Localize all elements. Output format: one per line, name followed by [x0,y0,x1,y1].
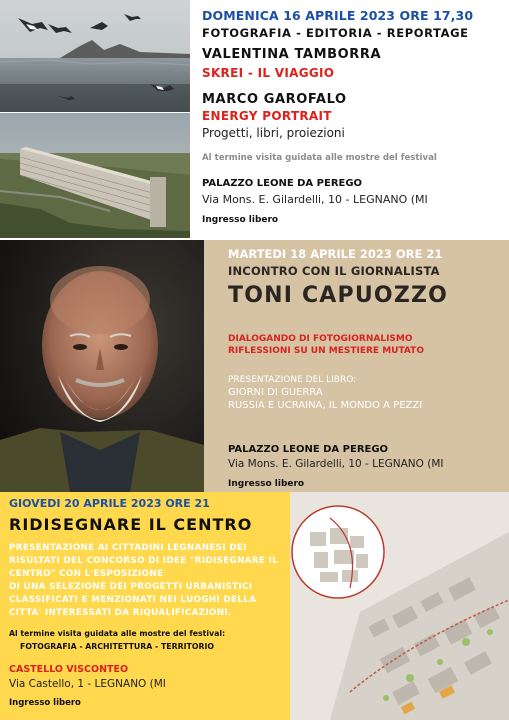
speaker2-name: MARCO GAROFALO [202,92,347,107]
event2-intro: INCONTRO CON IL GIORNALISTA [228,264,440,278]
toni-capuozzo-portrait [0,240,204,492]
event2-book-title-line2: RUSSIA E UCRAINA, IL MONDO A PEZZI [228,400,423,411]
event3-description-line: RISULTATI DEL CONCORSO DI IDEE "RIDISEGNARE IL [9,556,279,566]
event2-book-title-line1: GIORNI DI GUERRA [228,387,323,398]
seagulls-sea-photo [0,0,190,112]
event1-date: DOMENICA 16 APRILE 2023 ORE 17,30 [202,8,474,23]
speaker1-name: VALENTINA TAMBORRA [202,47,382,62]
event3-admission: Ingresso libero [9,698,81,708]
event3-description-line: DI UNA SELEZIONE DEI PROGETTI URBANISTICI [9,582,253,592]
event2-date: MARTEDI 18 APRILE 2023 ORE 21 [228,247,443,261]
event3-description-line: PRESENTAZIONE AI CITTADINI LEGNANESI DEI [9,543,247,553]
event1-venue: PALAZZO LEONE DA PEREGO [202,178,363,189]
event2-guest-name: TONI CAPUOZZO [228,283,449,308]
event3-description-line: CLASSIFICATI E MENZIONATI NEI LUOGHI DELLA [9,595,257,605]
event2-venue: PALAZZO LEONE DA PEREGO [228,444,389,455]
event3-categories: FOTOGRAFIA - ARCHITETTURA - TERRITORIO [20,642,214,651]
urban-plan-map [290,492,509,720]
event3-description-line: CENTRO" CON L'ESPOSIZIONE [9,569,164,579]
event1-categories: FOTOGRAFIA - EDITORIA - REPORTAGE [202,26,469,40]
event1-address: Via Mons. E. Gilardelli, 10 - LEGNANO (MI [202,193,428,206]
event3-date: GIOVEDI 20 APRILE 2023 ORE 21 [9,497,210,510]
event2-dialogue-line2: RIFLESSIONI SU UN MESTIERE MUTATO [228,346,424,356]
event3-guided-visit: Al termine visita guidata alle mostre del festival: [9,629,226,638]
event2-book-intro: PRESENTAZIONE DEL LIBRO: [228,375,357,385]
event1-description: Progetti, libri, proiezioni [202,126,345,140]
event2-admission: Ingresso libero [228,479,305,489]
event1-guided-visit: Al termine visita guidata alle mostre del festival [202,153,437,163]
event2-address: Via Mons. E. Gilardelli, 10 - LEGNANO (MI [228,458,444,470]
event3-title: RIDISEGNARE IL CENTRO [9,515,253,534]
housing-block-photo [0,113,190,238]
event3-address: Via Castello, 1 - LEGNANO (MI [9,678,166,690]
speaker1-project: SKREI - IL VIAGGIO [202,66,335,80]
event3-venue: CASTELLO VISCONTEO [9,664,129,675]
event2-dialogue-line1: DIALOGANDO DI FOTOGIORNALISMO [228,334,413,344]
event3-description-line: CITTA' INTERESSATI DA RIQUALIFICAZIONI. [9,608,232,618]
speaker2-project: ENERGY PORTRAIT [202,109,332,123]
event1-admission: Ingresso libero [202,215,279,225]
